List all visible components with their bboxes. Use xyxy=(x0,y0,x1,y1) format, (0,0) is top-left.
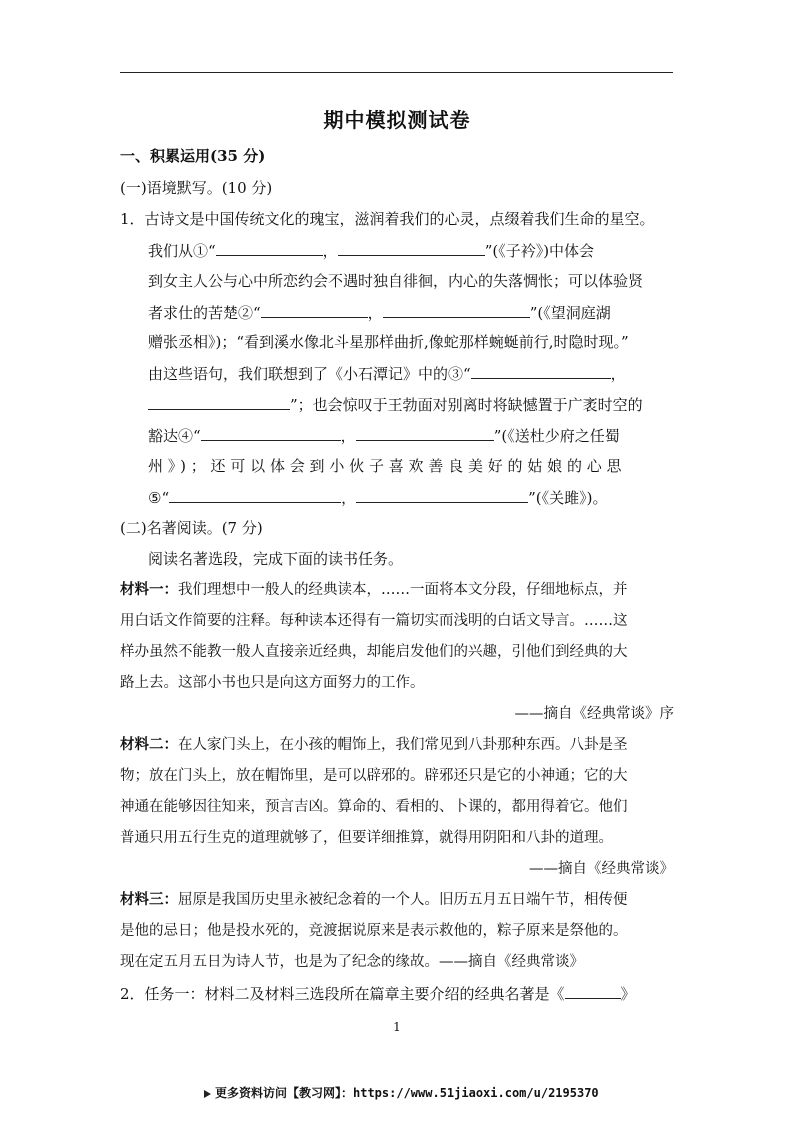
question-1-line: ⑤“ ， ”(《关雎》)。 xyxy=(148,489,608,507)
answer-blank[interactable] xyxy=(356,487,528,503)
material-1-label: 材料一： xyxy=(120,581,178,598)
top-rule xyxy=(120,72,673,73)
question-1-line: 到女主人公与心中所恋约会不遇时独自徘徊，内心的失落惆怅；可以体验贤 xyxy=(148,272,644,290)
material-1-line: 样办虽然不能教一般人直接亲近经典，却能启发他们的兴趣，引他们到经典的大 xyxy=(120,644,628,660)
question-1-line: 豁达④“ ， ”(《送杜少府之任蜀 xyxy=(148,427,620,445)
material-1-source: ——摘自《经典常谈》序 xyxy=(514,706,674,722)
material-2-source: ——摘自《经典常谈》 xyxy=(529,861,674,877)
flag-icon xyxy=(204,1090,211,1098)
material-3-line: 现在定五月五日为诗人节，也是为了纪念的缘故。——摘自《经典常谈》 xyxy=(120,954,584,970)
answer-blank[interactable] xyxy=(338,240,485,256)
question-1-line: 我们从①“ ， ”(《子衿》)中体会 xyxy=(148,242,595,260)
material-2-line: 材料二：在人家门头上，在小孩的帽饰上，我们常见到八卦那种东西。八卦是圣 xyxy=(120,736,628,753)
answer-blank[interactable] xyxy=(216,240,323,256)
instruction-text: 阅读名著选段，完成下面的读书任务。 xyxy=(148,550,404,568)
subsection-heading: (一)语境默写。(10 分) xyxy=(120,179,273,197)
answer-blank[interactable] xyxy=(565,983,621,999)
question-1-line: 赠张丞相》)；“看到溪水像北斗星那样曲折,像蛇那样蜿蜒前行,时隐时现。” xyxy=(148,333,629,351)
material-2-label: 材料二： xyxy=(120,736,178,753)
answer-blank[interactable] xyxy=(471,363,611,379)
answer-blank[interactable] xyxy=(169,487,341,503)
material-3-line: 是他的忌日；他是投水死的，竞渡据说原来是表示救他的，粽子原来是祭他的。 xyxy=(120,923,628,939)
page-title: 期中模拟测试卷 xyxy=(323,108,471,132)
material-3-label: 材料三： xyxy=(120,891,178,908)
material-2-line: 神通在能够因往知来，预言吉凶。算命的、看相的、卜课的，都用得着它。他们 xyxy=(120,799,628,815)
material-3-line: 材料三：屈原是我国历史里永被纪念着的一个人。旧历五月五日端午节，相传便 xyxy=(120,891,628,908)
material-2-line: 普通只用五行生克的道理就够了，但要详细推算，就得用阴阳和八卦的道理。 xyxy=(120,830,613,846)
material-2-line: 物；放在门头上，放在帽饰里，是可以辟邪的。辟邪还只是它的小神通；它的大 xyxy=(120,768,628,784)
answer-blank[interactable] xyxy=(261,302,368,318)
answer-blank[interactable] xyxy=(201,425,341,441)
section-heading: 一、积累运用(35 分) xyxy=(120,147,266,165)
question-1-line: ”；也会惊叹于王勃面对别离时将缺憾置于广袤时空的 xyxy=(148,394,643,415)
question-1-line: 州》)；还可以体会到小伙子喜欢善良美好的姑娘的心思 xyxy=(148,457,627,475)
question-2-line: 2．任务一：材料二及材料三选段所在篇章主要介绍的经典名著是《 》 xyxy=(120,985,636,1003)
material-1-line: 路上去。这部小书也只是向这方面努力的工作。 xyxy=(120,675,425,691)
answer-blank[interactable] xyxy=(148,394,290,410)
question-1-line: 者求仕的苦楚②“ ， ”(《望洞庭湖 xyxy=(148,304,611,322)
material-1-line: 用白话文作简要的注释。每种读本还得有一篇切实而浅明的白话文导言。……这 xyxy=(120,613,628,629)
answer-blank[interactable] xyxy=(383,302,530,318)
question-1-line: 1．古诗文是中国传统文化的瑰宝，滋润着我们的心灵，点缀着我们生命的星空。 xyxy=(120,210,655,228)
page-number: 1 xyxy=(393,1020,401,1034)
footer-link[interactable]: 更多资料访问【教习网】：https://www.51jiaoxi.com/u/2195370 xyxy=(204,1084,599,1101)
question-1-line: 由这些语句，我们联想到了《小石潭记》中的③“ ， xyxy=(148,365,626,383)
material-1-line: 材料一：我们理想中一般人的经典读本，……一面将本文分段，仔细地标点，并 xyxy=(120,581,628,598)
subsection-heading: (二)名著阅读。(7 分) xyxy=(120,519,263,537)
answer-blank[interactable] xyxy=(356,425,494,441)
